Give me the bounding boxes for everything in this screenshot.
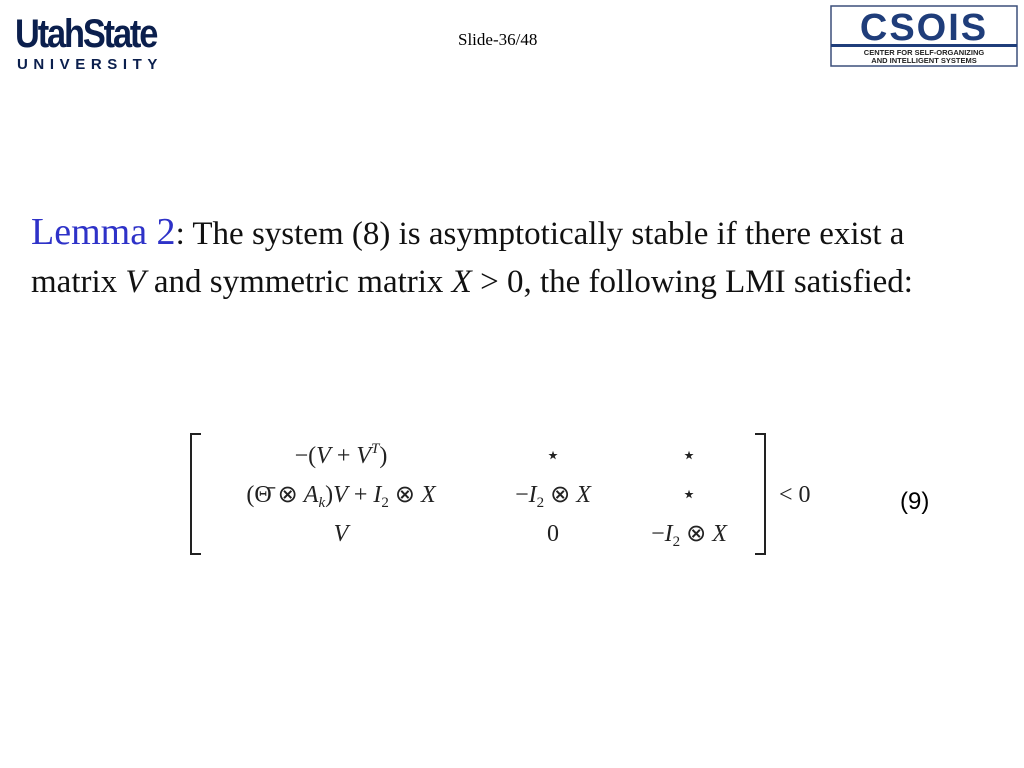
lemma-title: Lemma 2	[31, 211, 176, 253]
lmi-equation	[185, 430, 845, 558]
matrix-cell-3-3: $-I_2$ ⊗ X	[651, 521, 727, 550]
lemma-text-part3: > 0, the following LMI satisfied:	[471, 264, 913, 300]
slide-number: Slide-36/48	[458, 30, 538, 49]
variable-v: V	[125, 264, 146, 300]
left-bracket	[191, 434, 201, 554]
right-bracket	[755, 434, 765, 554]
utah-state-university-logo	[15, 12, 200, 74]
matrix-cell-2-1: (Θ̄ ⊗ $A_k)V + I_2$ ⊗ X	[246, 482, 436, 511]
logo-wordmark: UtahState	[15, 12, 157, 56]
csois-line2: AND INTELLIGENT SYSTEMS	[871, 56, 977, 65]
csois-logo	[829, 4, 1019, 68]
lemma-text-part1: : The system (8) is asymptotically stable if there exist a matrix	[31, 216, 905, 300]
csois-wordmark: CSOIS	[859, 7, 989, 49]
matrix-cell-3-1: V	[333, 521, 349, 547]
csois-line1: CENTER FOR SELF-ORGANIZING	[863, 48, 985, 57]
matrix-cell-2-3: ⋆	[681, 482, 697, 508]
matrix-cell-1-2: ⋆	[545, 443, 561, 469]
variable-x: X	[451, 264, 472, 300]
matrix-cell-1-3: ⋆	[681, 443, 697, 469]
logo-subtitle: UNIVERSITY	[17, 56, 164, 73]
lemma-text-part2: and symmetric matrix	[145, 264, 452, 300]
matrix-cell-2-2: $-I_2$ ⊗ X	[515, 482, 591, 511]
lemma-statement	[31, 208, 931, 306]
equation-number: (9)	[900, 488, 930, 515]
matrix-cell-1-1: $-(V + V^T)$	[294, 441, 388, 469]
inequality-relation: < 0	[779, 482, 811, 508]
matrix-cell-3-2: 0	[547, 521, 559, 547]
